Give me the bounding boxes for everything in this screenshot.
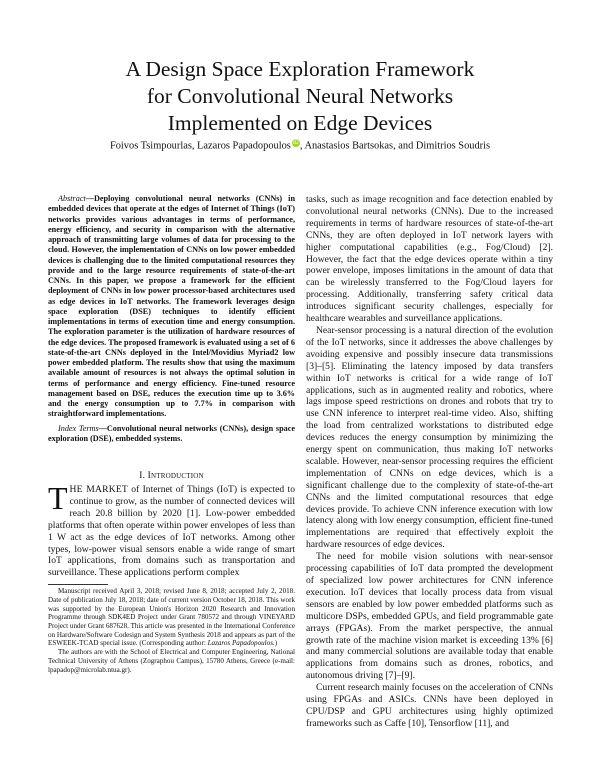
index-terms-label: Index Terms [58,423,99,433]
section-heading: I. Introduction [139,471,204,481]
abstract-label: Abstract [58,194,86,203]
authors-part-b: , Anastasios Bartsokas, and Dimitrios Soudris [299,140,491,152]
intro-text: of Internet of Things (IoT) is expected to continue to grow, as the number of connected devices will reach 20.8 billion by 2020 [1]. Low-power embedded platforms that often operate within power envelopes of less than 1 W act as the edge devices of IoT networks. Among other types, low-power visual sensors enable a wide range of smart IoT applications, from domains such as transportation and surveillance. These applications perform complex [48,484,295,579]
index-terms [48,424,295,445]
body-paragraph: Near-sensor processing is a natural direction of the evolution of the IoT networks, since it addresses the above challenges by avoiding expensive and possibly insecure data transmissions [3]–[5]. Eliminating the latency imposed by data transfers within IoT networks is critical for a wide range of IoT applications, such as in augmented reality and robotics, where lags impose speed restrictions on drones and robots that try to use CNN inference to interpret real-time video. Also, shifting the load from centralized workstations to distributed edge devices reduces the energy consumption by minimizing the energy spent on communication, thus making IoT networks scalable. However, near-sensor processing requires the efficient implementation of CNNs on edge devices, which is a significant challenge due to the complexity of state-of-the-art CNNs and the limited computational resources that edge devices provide. To achieve CNN inference execution with low latency along with low energy consumption, efficient fine-tuned implementations are required that effectively exploit the hardware resources of edge devices. [306,324,553,551]
left-column [48,194,295,674]
intro-caps: HE MARKET [69,484,128,495]
body-paragraph: tasks, such as image recognition and face detection enabled by convolutional neural networks (CNNs). Due to the increased requirements in terms of hardware resources of state-of-the-art CNNs, they are often deployed in IoT network layers with higher computational capabilities (e.g., Fog/Cloud) [2]. However, the fact that the edge devices operate within a tiny power envelope, imposes limitations in the amount of data that can be wirelessly transferred to the Fog/Cloud layers for processing. Additionally, transferring safety critical data introduces significant security challenges, especially for healthcare wearables and surveillance applications. [306,194,553,325]
index-terms-text: —Convolutional neural networks (CNNs), design space exploration (DSE), embedded systems. [48,423,296,443]
abstract [48,194,295,420]
orcid-icon[interactable]: iD [293,140,299,146]
body-paragraph: The need for mobile vision solutions with near-sensor processing capabilities of IoT data prompted the development of specialized low power architectures for CNN inference execution. IoT devices that locally process data from visual sensors are enabled by low power embedded platforms such as multicore DSPs, embedded GPUs, and field programmable gate arrays (FPGAs). From the market perspective, the annual growth rate of the machine vision market is exceeding 13% [6] and many commercial solutions are available today that enable applications from domains such as drones, robotics, and autonomous driving [7]–[9]. [306,551,553,682]
footnote-manuscript [48,587,295,648]
title-line: Implemented on Edge Devices [167,111,433,135]
footnote-manuscript-end: ) [274,639,278,648]
intro-paragraph [48,480,295,579]
footnote-manuscript-text: Manuscript received April 3, 2018; revised June 8, 2018; accepted July 2, 2018. Date of publication July 18, 2018; date of current version October 18, 2018. This work was supported by the European Union's Horizon 2020 Research and Innovation Programme through SDK4ED Project under Grant 780572 and through VINEYARD Project under Grant 687628. This article was presented in the International Conference on Hardware/Software Codesign and System Synthesis 2018 and appears as part of the ESWEEK-TCAD special issue. (Corresponding author: [48,587,295,648]
title-line: for Convolutional Neural Networks [146,84,454,108]
drop-cap: T [48,480,68,516]
body-paragraph: Current research mainly focuses on the acceleration of CNNs using FPGAs and ASICs. CNNs have been deployed in CPU/DSP and GPU architectures using highly optimized frameworks such as Caffe [10], Tensorflow [11], and [306,682,553,729]
footnote-divider [48,584,108,585]
title-line: A Design Space Exploration Framework [125,57,475,81]
right-column [306,194,553,730]
corresponding-author: Lazaros Papadopoulos. [207,639,275,648]
author-list [30,139,570,151]
paper-title [40,56,560,137]
abstract-text: —Deploying convolutional neural networks (CNNs) in embedded devices that operate at the edges of Internet of Things (IoT) networks provides various advantages in terms of performance, energy efficiency, and security in comparison with the alternative approach of transmitting large volumes of data for processing to the cloud. However, the implementation of CNNs on low power embedded devices is challenging due to the limited computational resources they provide and to the large resource requirements of state-of-the-art CNNs. In this paper, we propose a framework for the efficient deployment of CNNs in low power processor-based architectures used as edge devices in IoT networks. The framework leverages design space exploration (DSE) techniques to identify efficient implementations in terms of execution time and energy consumption. The exploration parameter is the utilization of hardware resources of the edge devices. The proposed framework is evaluated using a set of 6 state-of-the-art CNNs deployed in the Intel/Movidius Myriad2 low power embedded platform. The results show that using the maximum available amount of resources is not always the optimal solution in terms of performance and energy efficiency. Fine-tuned resource management based on DSE, reduces the execution time up to 3.6% and the energy consumption up to 7.7% in comparison with straightforward implementations. [48,194,295,419]
footnote-affiliation: The authors are with the School of Electrical and Computer Engineering, National Technical University of Athens (Zographou Campus), 15780 Athens, Greece (e-mail: lpapadop@microlab.ntua.gr). [48,648,295,674]
authors-part-a: Foivos Tsimpourlas, Lazaros Papadopoulos [109,140,291,152]
